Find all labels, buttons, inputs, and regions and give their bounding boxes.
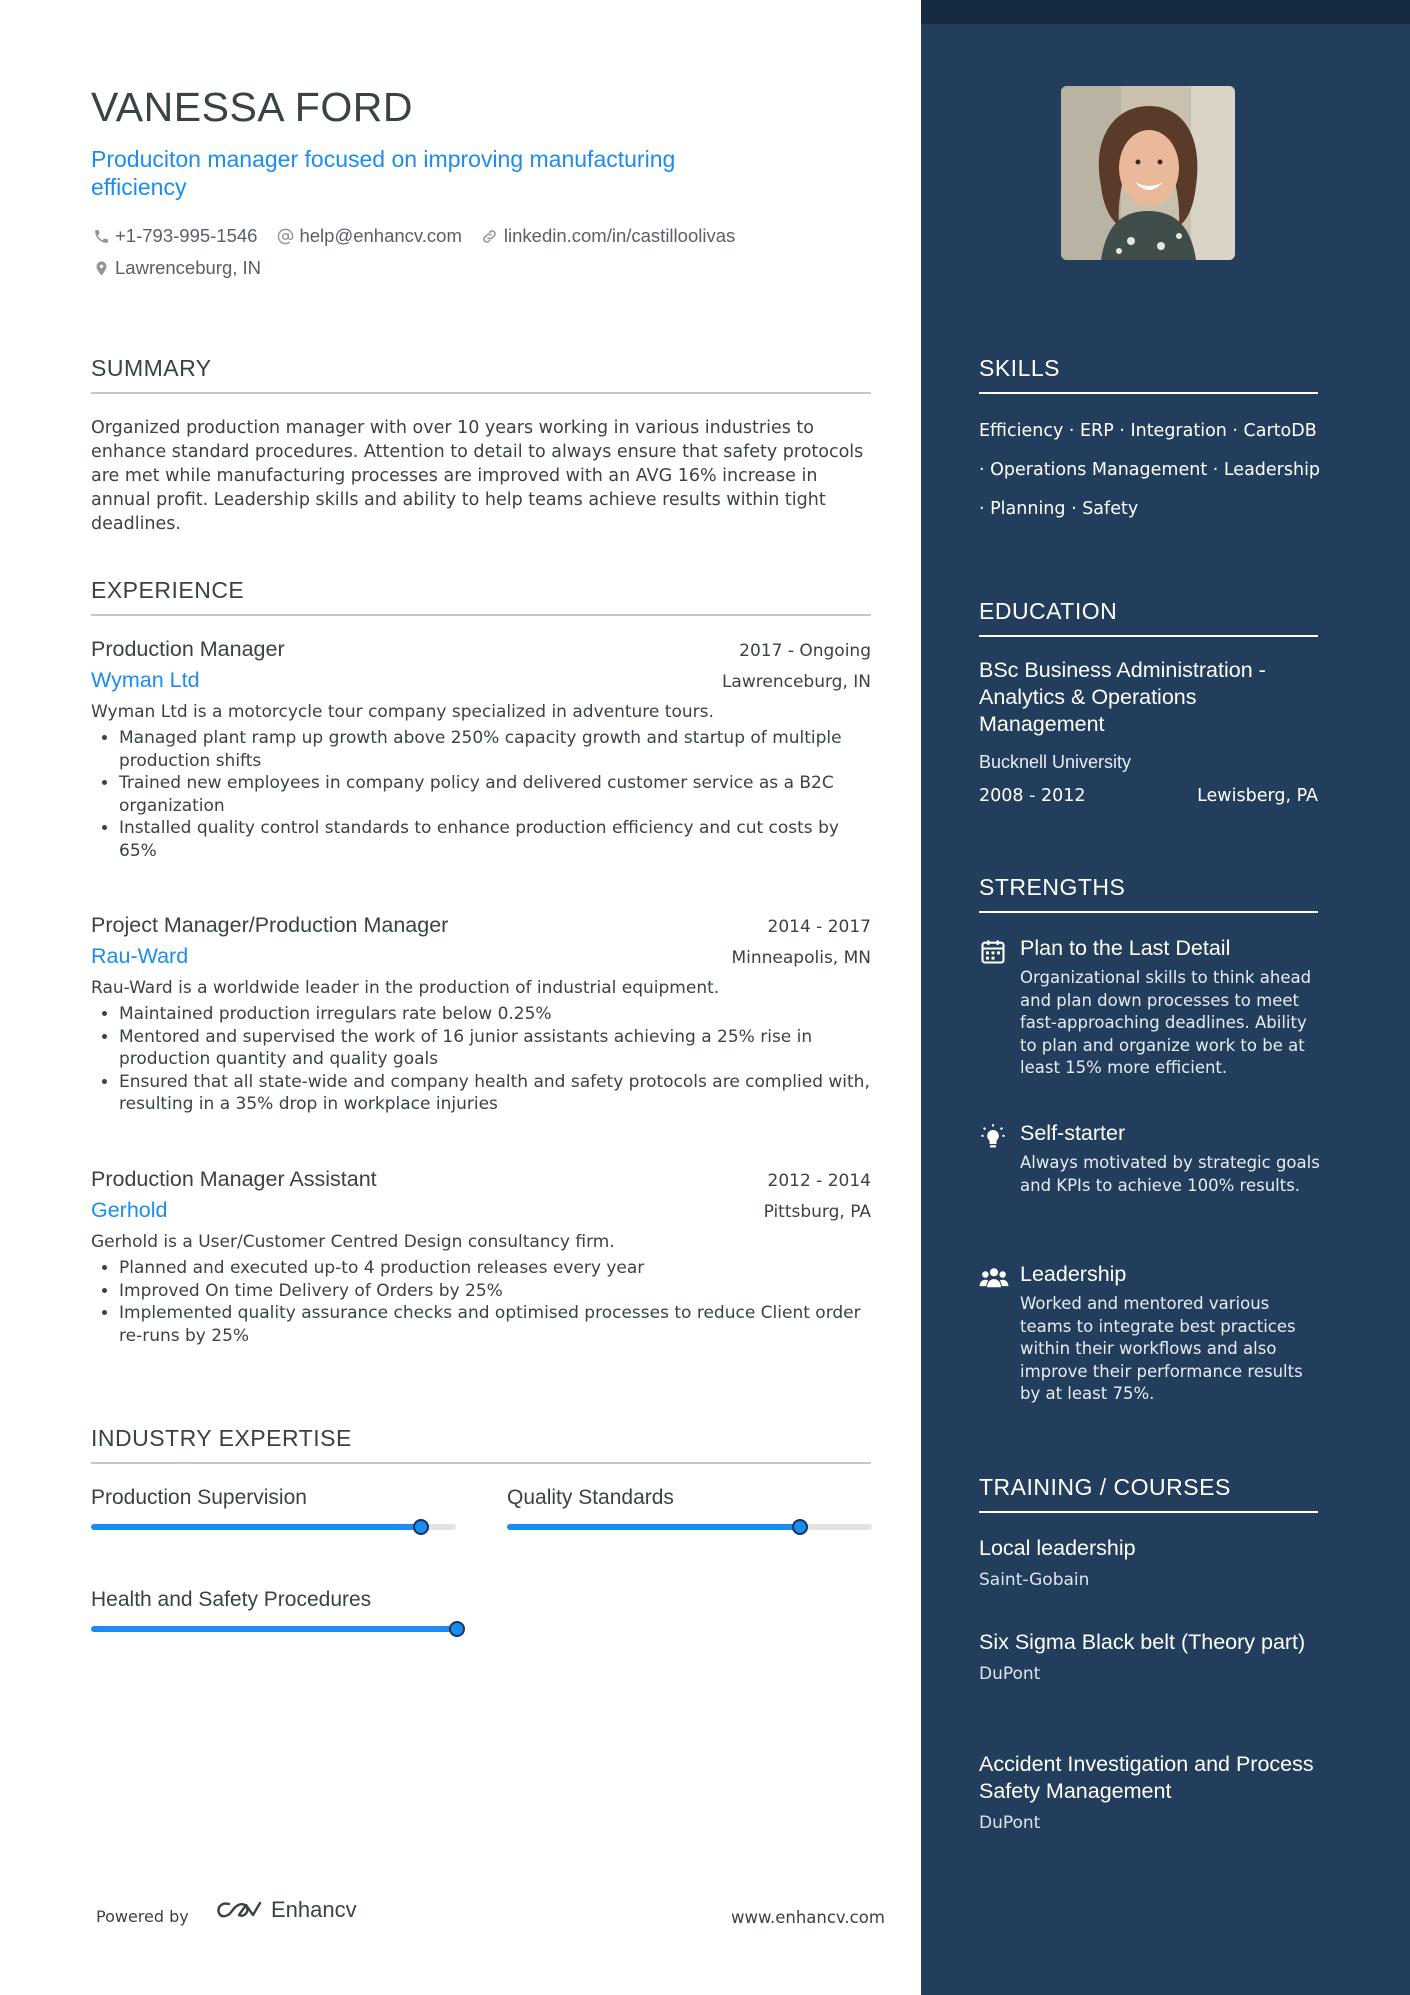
team-icon: [979, 1264, 1007, 1292]
footer-website[interactable]: www.enhancv.com: [731, 1908, 885, 1927]
expertise-bar-knob: [449, 1621, 465, 1637]
job-location: Pittsburg, PA: [763, 1202, 871, 1222]
job-bullets: [91, 727, 871, 862]
lightbulb-icon: [979, 1123, 1007, 1151]
contact-linkedin[interactable]: linkedin.com/in/castilloolivas: [480, 225, 735, 247]
contact-email[interactable]: help@enhancv.com: [275, 225, 461, 247]
sidebar-top-band: [921, 0, 1410, 24]
strength-title: Plan to the Last Detail: [1020, 936, 1231, 960]
job-bullet: • Mentored and supervised the work of 16 junior assistants achieving a 25% rise in production quantity and quality goals: [119, 1026, 871, 1071]
strength-text: Always motivated by strategic goals and KPIs to achieve 100% results.: [1020, 1153, 1320, 1195]
expertise-item: [91, 1588, 456, 1632]
map-pin-icon: [91, 258, 111, 278]
expertise-bar-fill: [91, 1626, 456, 1632]
expertise-label: Health and Safety Procedures: [91, 1588, 372, 1611]
phone-icon: [91, 226, 111, 246]
strength-text: Worked and mentored various teams to integrate best practices within their workflows and also improve their performance results by at least 75%.: [1020, 1294, 1303, 1403]
education-degree: BSc Business Administration - Analytics & Operations Management: [979, 658, 1266, 736]
course-item: [979, 1629, 1319, 1684]
education-school: Bucknell University: [979, 752, 1132, 772]
course-item: [979, 1751, 1319, 1833]
job-bullet: • Improved On time Delivery of Orders by 25%: [119, 1280, 871, 1303]
expertise-bar: [91, 1626, 456, 1632]
summary-heading: SUMMARY: [91, 355, 871, 394]
job-title: Production Manager Assistant: [91, 1167, 377, 1191]
job-bullet: • Trained new employees in company policy and delivered customer service as a B2C organization: [119, 772, 871, 817]
skills-heading: SKILLS: [979, 355, 1318, 394]
job-bullet: • Implemented quality assurance checks and optimised processes to reduce Client order re-runs by 25%: [119, 1302, 871, 1347]
candidate-tagline: Produciton manager focused on improving manufacturing efficiency: [91, 146, 676, 200]
enhancv-logo[interactable]: [215, 1897, 357, 1923]
course-title: Accident Investigation and Process Safety Management: [979, 1752, 1314, 1803]
job-company[interactable]: Gerhold: [91, 1198, 168, 1222]
experience-entry: [91, 637, 871, 862]
course-org: Saint-Gobain: [979, 1570, 1090, 1590]
experience-heading: EXPERIENCE: [91, 577, 871, 616]
expertise-label: Quality Standards: [507, 1486, 674, 1509]
strength-item: [979, 936, 1324, 1080]
job-bullets: [91, 1003, 871, 1116]
at-sign-icon: [275, 226, 295, 246]
course-title: Local leadership: [979, 1536, 1136, 1560]
job-title: Production Manager: [91, 637, 285, 661]
job-bullets: [91, 1257, 871, 1347]
strength-item: [979, 1262, 1324, 1406]
job-bullet: • Planned and executed up-to 4 production releases every year: [119, 1257, 871, 1280]
contact-location: Lawrenceburg, IN: [91, 257, 261, 279]
profile-photo: [1061, 86, 1235, 260]
training-heading: TRAINING / COURSES: [979, 1474, 1318, 1513]
expertise-bar: [91, 1524, 456, 1530]
course-org: DuPont: [979, 1664, 1041, 1684]
enhancv-brand: Enhancv: [271, 1897, 357, 1922]
education-meta: [979, 786, 1318, 806]
expertise-bar-knob: [413, 1519, 429, 1535]
job-description: Wyman Ltd is a motorcycle tour company specialized in adventure tours.: [91, 702, 714, 722]
strength-title: Self-starter: [1020, 1121, 1126, 1145]
job-location: Minneapolis, MN: [731, 948, 871, 968]
skills-list: Efficiency · ERP · Integration · CartoDB · Operations Management · Leadership · Planning · Safety: [979, 421, 1321, 519]
contact-info: [91, 220, 871, 284]
job-location: Lawrenceburg, IN: [721, 672, 871, 692]
expertise-bar: [507, 1524, 872, 1530]
job-description: Gerhold is a User/Customer Centred Design consultancy firm.: [91, 1232, 615, 1252]
calendar-icon: [979, 938, 1007, 966]
education-heading: EDUCATION: [979, 598, 1318, 637]
expertise-bar-fill: [507, 1524, 799, 1530]
expertise-item: [507, 1486, 872, 1530]
experience-entry: [91, 1167, 871, 1347]
expertise-item: [91, 1486, 456, 1530]
strength-text: Organizational skills to think ahead and plan down processes to meet fast-approaching deadlines. Ability to plan and organize work to be at least 15% more efficient.: [1020, 968, 1312, 1077]
strengths-heading: STRENGTHS: [979, 874, 1318, 913]
summary-text: Organized production manager with over 10 years working in various industries to enhance standard procedures. Attention to detail to always ensure that safety protocols are met while manufacturing processes are improved with an AVG 16% increase in annual profit. Leadership skills and ability to help teams achieve results within tight deadlines.: [91, 418, 864, 534]
job-description: Rau-Ward is a worldwide leader in the production of industrial equipment.: [91, 978, 720, 998]
job-bullet: • Managed plant ramp up growth above 250% capacity growth and startup of multiple production shifts: [119, 727, 871, 772]
course-title: Six Sigma Black belt (Theory part): [979, 1630, 1306, 1654]
link-icon: [480, 226, 500, 246]
job-dates: 2017 - Ongoing: [739, 641, 871, 661]
course-org: DuPont: [979, 1813, 1041, 1833]
job-bullet: • Ensured that all state-wide and company health and safety protocols are complied with, resulting in a 35% drop in workplace injuries: [119, 1071, 871, 1116]
contact-phone[interactable]: +1-793-995-1546: [91, 225, 257, 247]
expertise-bar-knob: [792, 1519, 808, 1535]
enhancv-logo-icon: [215, 1898, 263, 1922]
job-bullet: • Maintained production irregulars rate below 0.25%: [119, 1003, 871, 1026]
job-company[interactable]: Rau-Ward: [91, 944, 189, 968]
expertise-label: Production Supervision: [91, 1486, 307, 1509]
powered-by-label: Powered by: [96, 1907, 189, 1926]
strength-title: Leadership: [1020, 1262, 1127, 1286]
job-company[interactable]: Wyman Ltd: [91, 668, 200, 692]
expertise-bar-fill: [91, 1524, 420, 1530]
strength-item: [979, 1121, 1324, 1197]
experience-entry: [91, 913, 871, 1116]
candidate-name: VANESSA FORD: [91, 84, 413, 130]
education-dates: 2008 - 2012: [979, 786, 1086, 806]
industry-expertise-heading: INDUSTRY EXPERTISE: [91, 1425, 871, 1464]
job-title: Project Manager/Production Manager: [91, 913, 449, 937]
education-location: Lewisberg, PA: [1197, 786, 1318, 806]
job-dates: 2012 - 2014: [767, 1171, 871, 1191]
course-item: [979, 1535, 1319, 1590]
job-dates: 2014 - 2017: [767, 917, 871, 937]
job-bullet: • Installed quality control standards to enhance production efficiency and cut costs by 65%: [119, 817, 871, 862]
